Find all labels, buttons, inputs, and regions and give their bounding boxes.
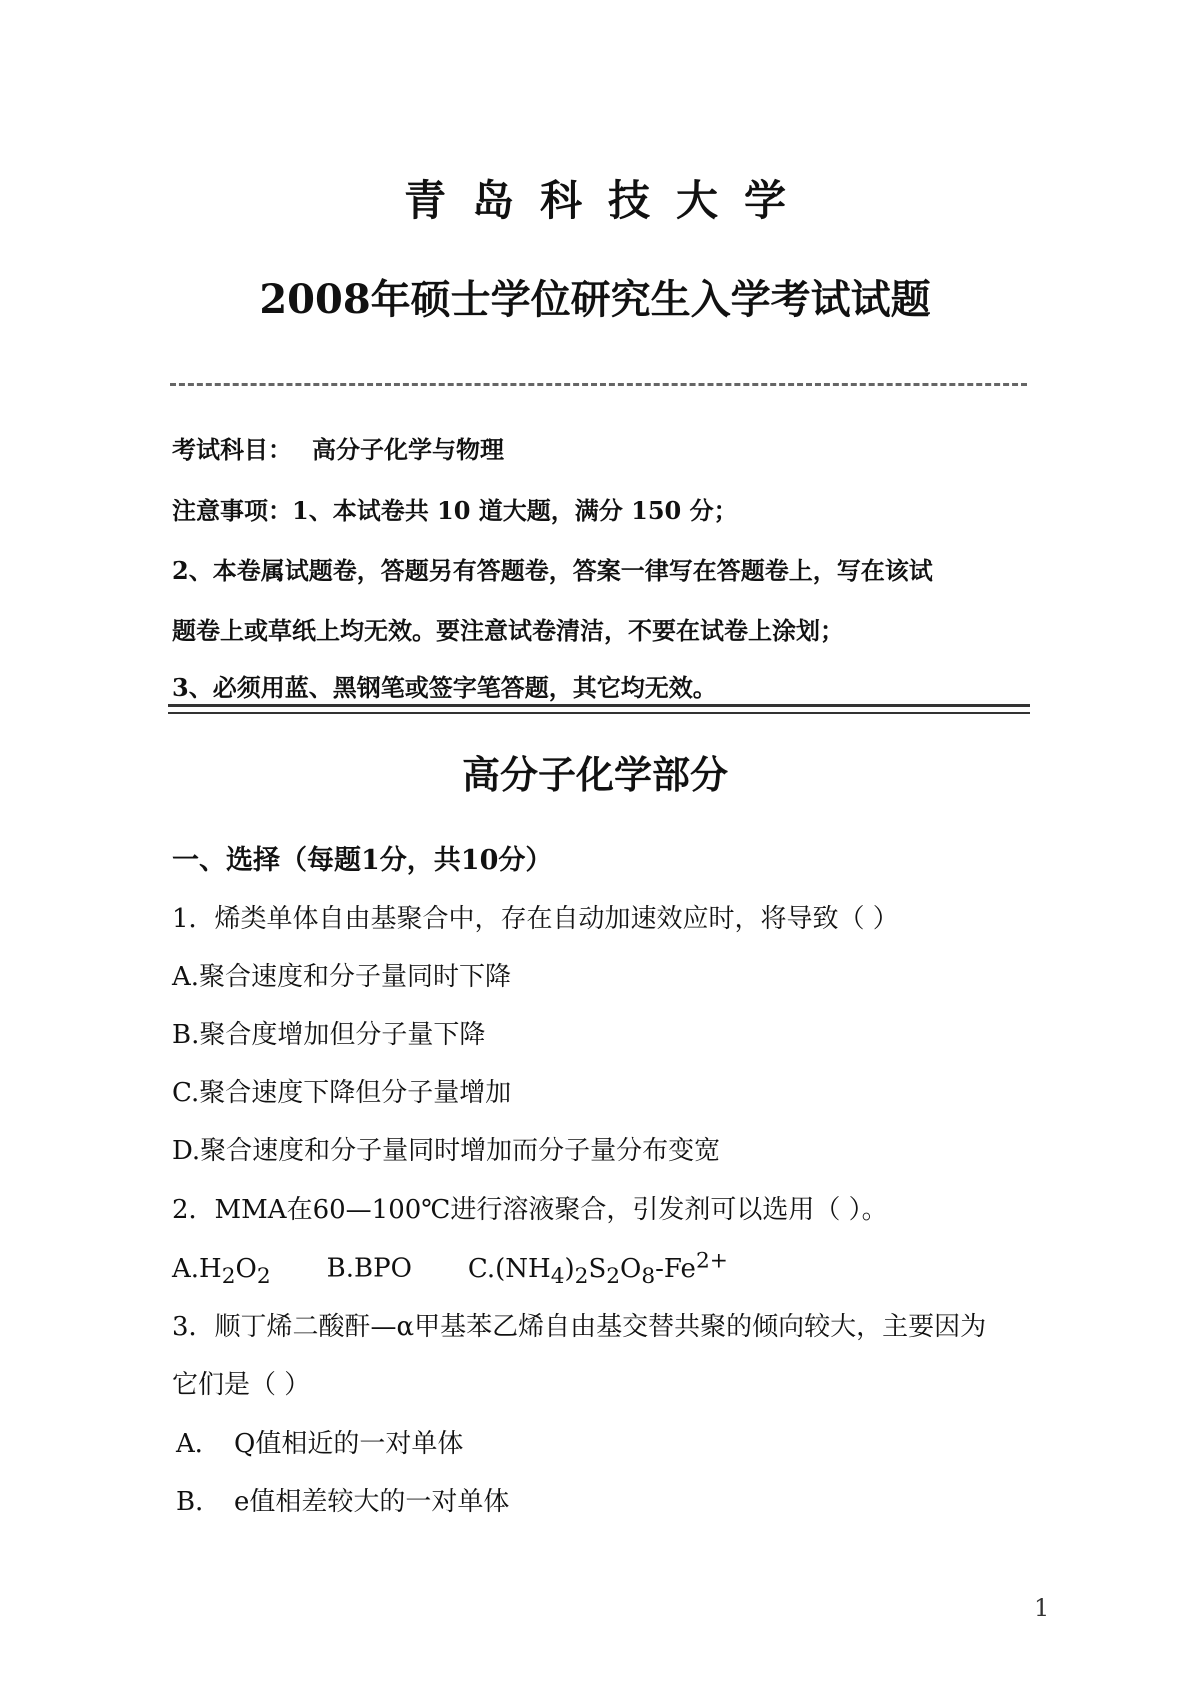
q2-option-b: B.BPO xyxy=(326,1253,412,1284)
note-2-line-2: 题卷上或草纸上均无效。要注意试卷清洁，不要在试卷上涂划； xyxy=(172,616,844,645)
q2-stem: 2．MMA在60—100℃进行溶液聚合，引发剂可以选用（ ）。 xyxy=(172,1195,888,1225)
q2-option-a: $A.H_2O_2$ xyxy=(172,1253,271,1289)
notes-line-1 xyxy=(172,491,738,526)
q2-options xyxy=(172,1248,728,1289)
q1-option-c: C.聚合速度下降但分子量增加 xyxy=(172,1078,512,1108)
page-number: 1 xyxy=(1034,1594,1050,1622)
q1-option-b: B.聚合度增加但分子量下降 xyxy=(172,1020,486,1050)
q3-option-a: A． Q值相近的一对单体 xyxy=(176,1429,464,1459)
note-1: 1、本试卷共 10 道大题，满分 150 分； xyxy=(292,496,738,525)
note-2-line-1: 2、本卷属试题卷，答题另有答题卷，答案一律写在答题卷上，写在该试 xyxy=(172,556,933,585)
notes-label: 注意事项： xyxy=(172,496,292,525)
notice-divider-thin xyxy=(168,712,1030,714)
subject-label: 考试科目： xyxy=(172,435,292,464)
university-name: 青岛科技大学 xyxy=(403,176,812,225)
q3-option-b: B． e值相差较大的一对单体 xyxy=(176,1487,510,1517)
question-group-heading: 一、选择（每题1分，共10分） xyxy=(172,845,553,876)
section-title: 高分子化学部分 xyxy=(461,752,728,797)
q2-option-c: $C.(NH_4)_2S_2O_8-Fe^{2+}$ xyxy=(467,1248,728,1289)
q3-stem-line-2: 它们是（ ） xyxy=(172,1370,311,1400)
q1-option-a: A.聚合速度和分子量同时下降 xyxy=(172,962,512,992)
q1-option-d: D.聚合速度和分子量同时增加而分子量分布变宽 xyxy=(172,1136,721,1166)
q1-stem: 1．烯类单体自由基聚合中，存在自动加速效应时，将导致（ ） xyxy=(172,904,899,934)
subject-value: 高分子化学与物理 xyxy=(312,435,504,464)
note-3: 3、必须用蓝、黑钢笔或签字笔答题，其它均无效。 xyxy=(172,673,717,702)
notice-divider-thick xyxy=(168,704,1030,707)
q3-stem-line-1: 3．顺丁烯二酸酐—α甲基苯乙烯自由基交替共聚的倾向较大，主要因为 xyxy=(172,1312,987,1342)
subject-line xyxy=(172,430,504,465)
exam-title: 2008年硕士学位研究生入学考试试题 xyxy=(259,276,931,323)
top-divider xyxy=(170,383,1027,386)
